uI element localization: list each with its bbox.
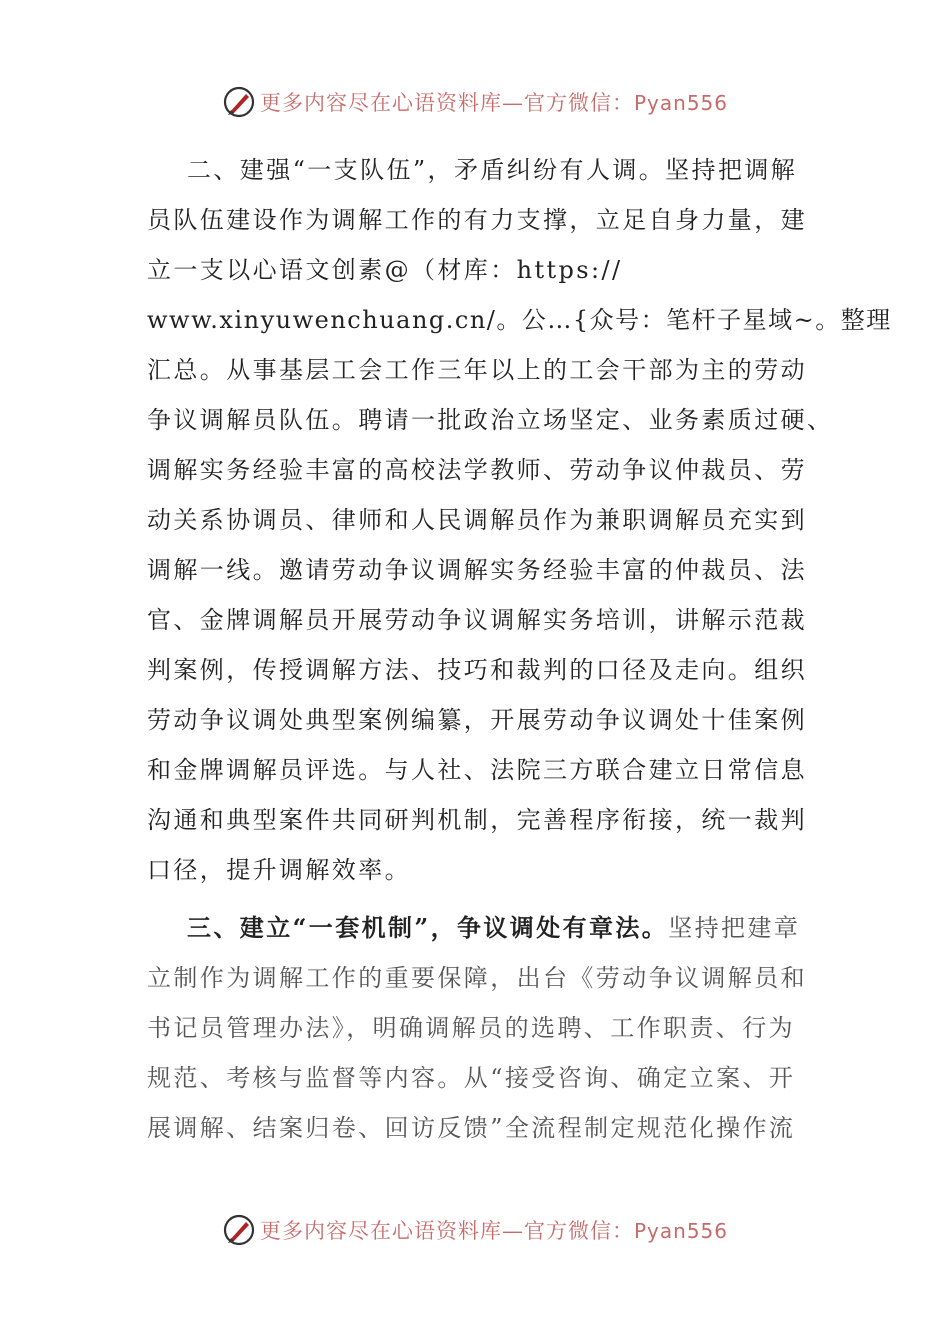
text-line: 书记员管理办法》，明确调解员的选聘、工作职责、行为 — [147, 1014, 795, 1042]
header-watermark-banner — [0, 82, 950, 122]
text-line: 和金牌调解员评选。与人社、法院三方联合建立日常信息 — [147, 756, 807, 784]
heading-line-rest: 坚持把建章 — [668, 914, 801, 942]
text-line: 争议调解员队伍。聘请一批政治立场坚定、业务素质过硬、 — [147, 406, 834, 434]
text-line: 展调解、结案归卷、回访反馈”全流程制定规范化操作流 — [147, 1114, 796, 1142]
banner-site-text: 更多内容尽在心语资料库 — [259, 1219, 502, 1243]
pen-logo-icon — [222, 85, 256, 119]
text-line: www.xinyuwenchuang.cn/。公…{众号：笔杆子星域~。整理 — [147, 306, 892, 334]
text-line: 调解实务经验丰富的高校法学教师、劳动争议仲裁员、劳 — [147, 456, 807, 484]
text-line: 二、建强“一支队伍”，矛盾纠纷有人调。坚持把调解 — [187, 156, 798, 184]
banner-wechat-id: Pyan556 — [633, 91, 728, 115]
header-banner-text — [260, 87, 728, 117]
text-line: 劳动争议调处典型案例编纂，开展劳动争议调处十佳案例 — [147, 706, 807, 734]
paragraph-team-building — [147, 145, 892, 895]
pen-logo-icon — [222, 1213, 256, 1247]
banner-wechat-label: 官方微信： — [523, 1219, 634, 1243]
text-line: 立制作为调解工作的重要保障，出台《劳动争议调解员和 — [147, 964, 807, 992]
text-line: 汇总。从事基层工会工作三年以上的工会干部为主的劳动 — [147, 356, 807, 384]
text-line: 口径，提升调解效率。 — [147, 856, 411, 884]
banner-wechat-id: Pyan556 — [633, 1219, 728, 1243]
banner-separator: — — [501, 91, 524, 115]
text-line: 沟通和典型案件共同研判机制，完善程序衔接，统一裁判 — [147, 806, 807, 834]
paragraph-heading: 三、建立“一套机制”，争议调处有章法。 — [187, 913, 669, 942]
paragraph-heading-line — [147, 903, 807, 953]
footer-watermark-banner — [0, 1210, 950, 1250]
text-line: 调解一线。邀请劳动争议调解实务经验丰富的仲裁员、法 — [147, 556, 807, 584]
banner-site-text: 更多内容尽在心语资料库 — [259, 91, 502, 115]
paragraph-mechanism — [147, 903, 807, 1153]
text-line: 立一支以心语文创素@（材库：https:// — [147, 256, 623, 284]
text-line: 官、金牌调解员开展劳动争议调解实务培训，讲解示范裁 — [147, 606, 807, 634]
text-line: 判案例，传授调解方法、技巧和裁判的口径及走向。组织 — [147, 656, 807, 684]
banner-wechat-label: 官方微信： — [523, 91, 634, 115]
footer-banner-text — [260, 1215, 728, 1245]
text-line: 动关系协调员、律师和人民调解员作为兼职调解员充实到 — [147, 506, 807, 534]
text-line: 员队伍建设作为调解工作的有力支撑，立足自身力量，建 — [147, 206, 807, 234]
banner-separator: — — [501, 1219, 524, 1243]
text-line: 规范、考核与监督等内容。从“接受咨询、确定立案、开 — [147, 1064, 796, 1092]
